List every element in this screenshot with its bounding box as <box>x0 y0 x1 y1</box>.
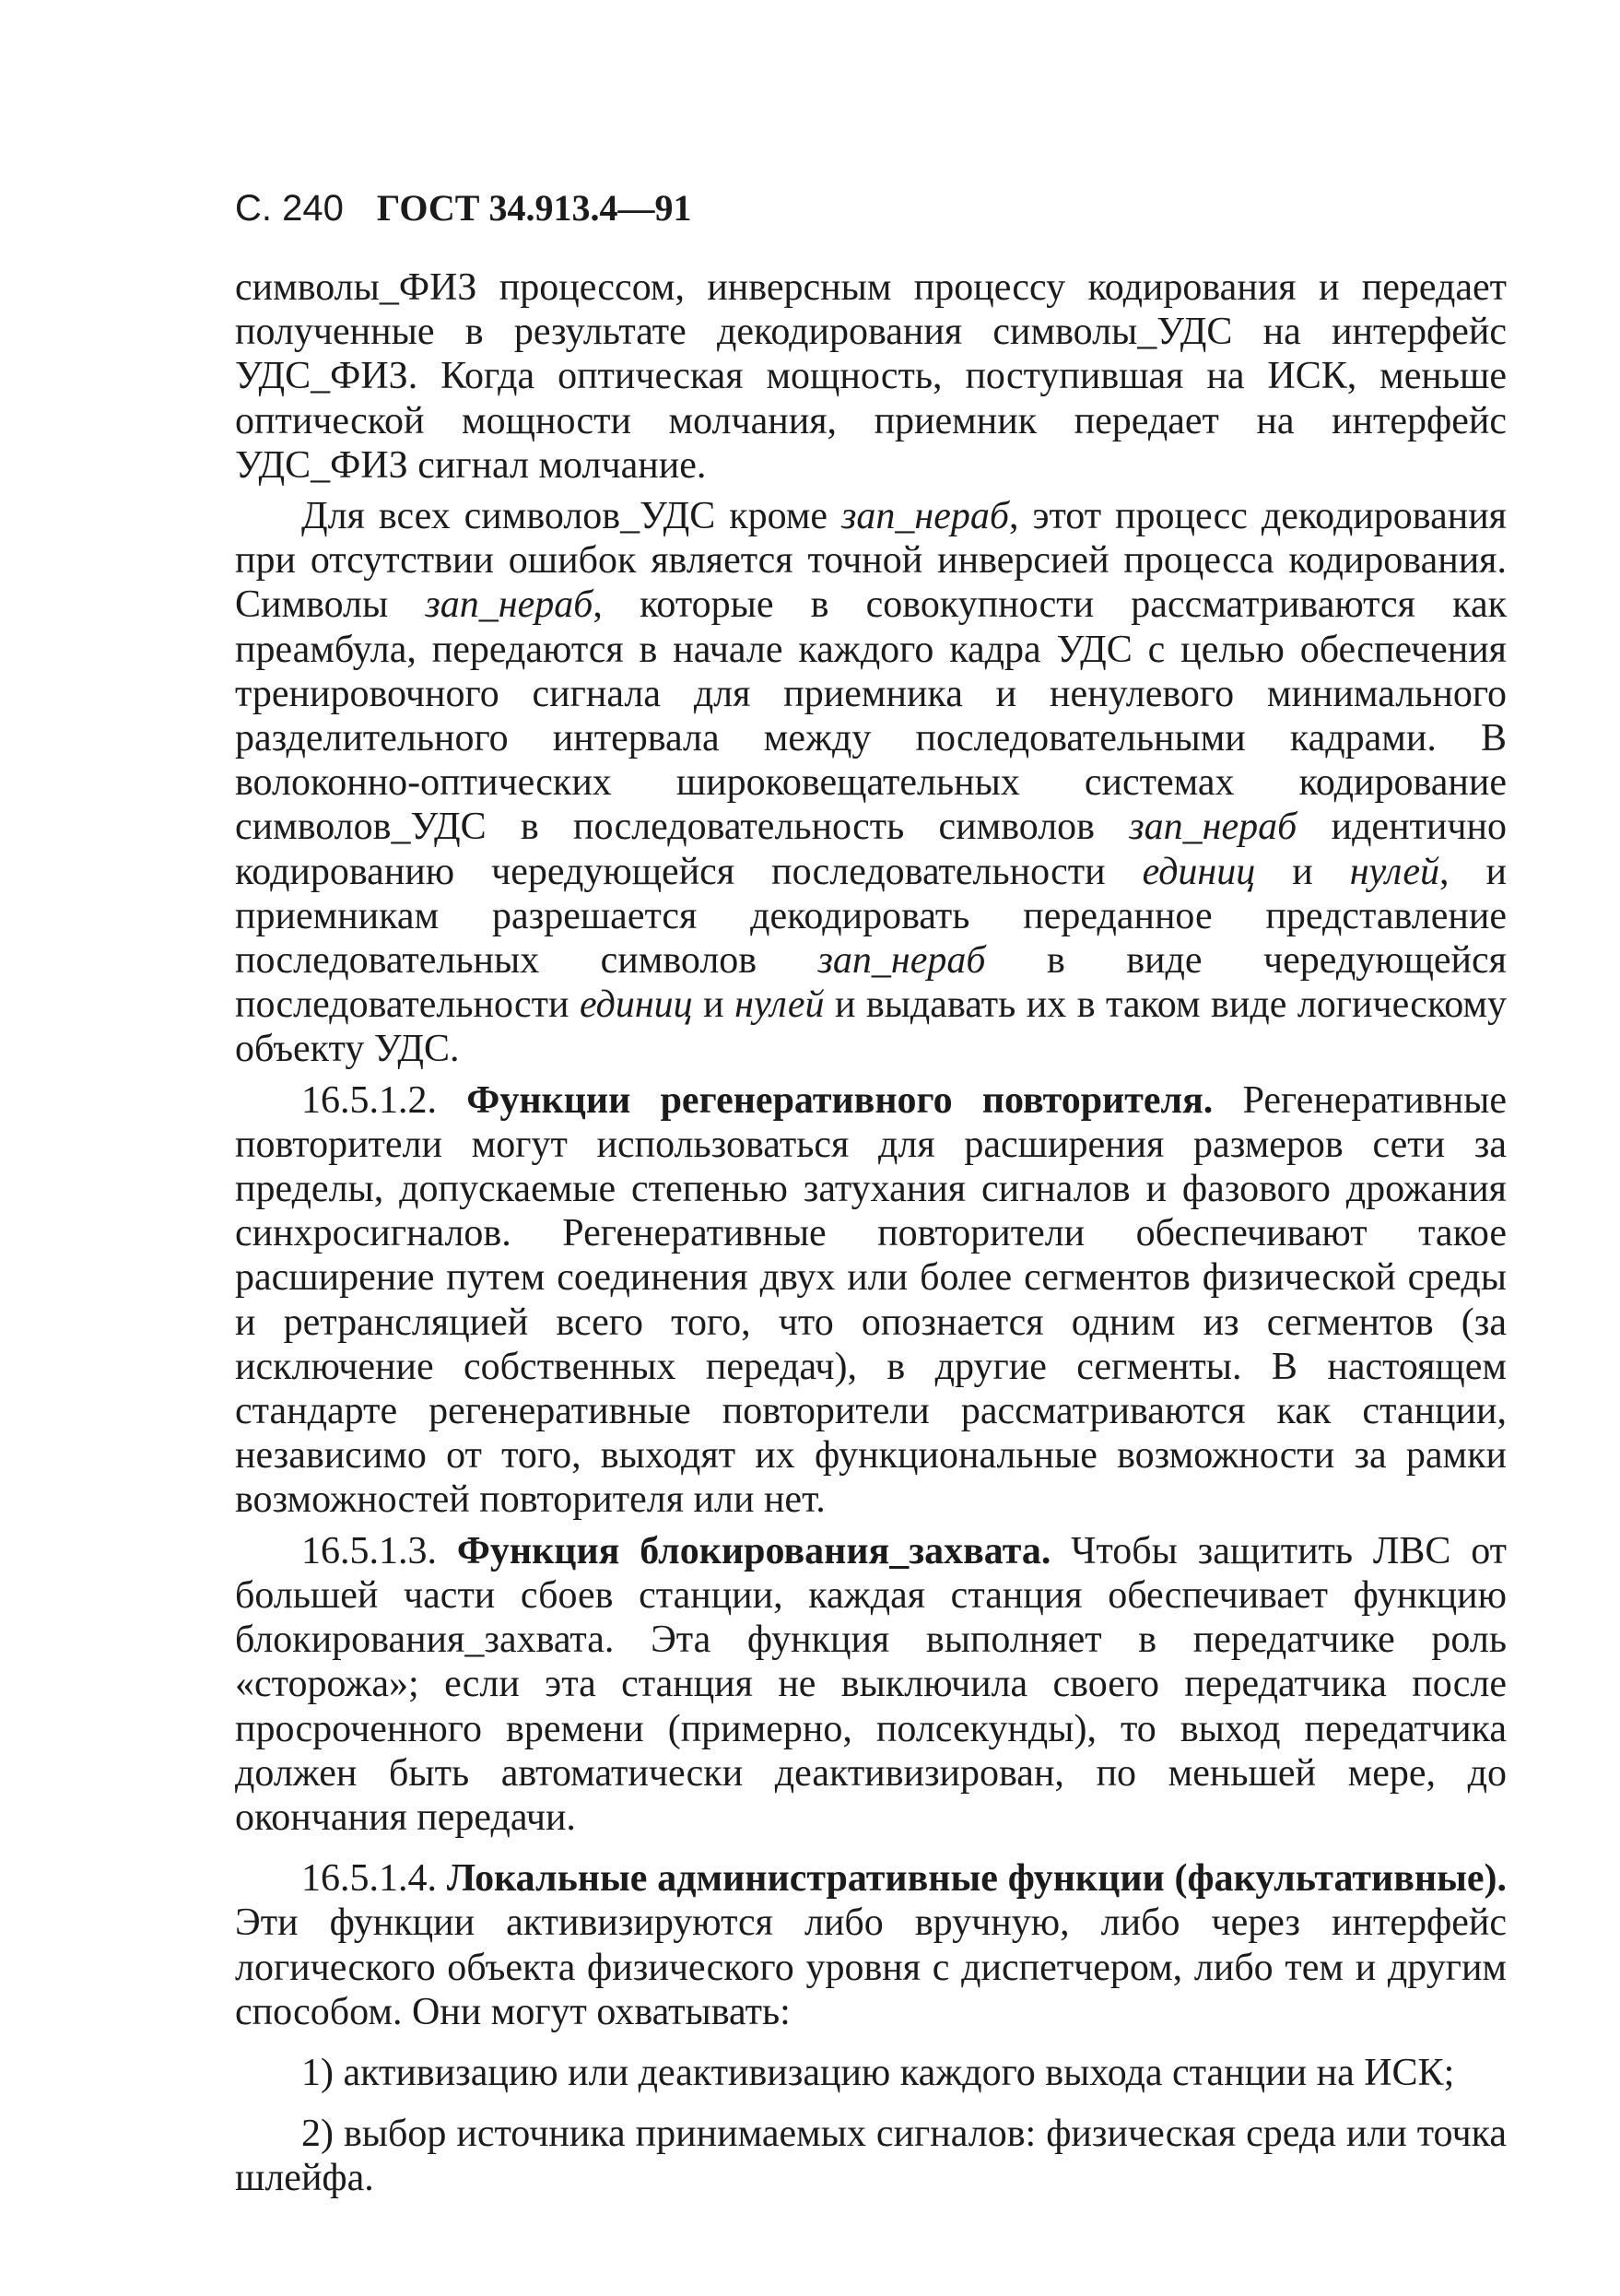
body-text <box>235 265 1507 2208</box>
paragraph-continuation: символы_ФИЗ процессом, инверсным процессу кодирования и передает полученные в результате декодирования символы_УДС на интерфейс УДС_ФИЗ. Когда оптическая мощность, поступившая на ИСК, меньше оптической мощности молчания, приемник передает на интерфейс УДС_ФИЗ сигнал молчание. <box>235 266 1507 487</box>
section-title: Локальные административные функции (факультативные). <box>446 1857 1508 1901</box>
section-number: 16.5.1.2. <box>301 1078 467 1122</box>
section-title: Функции регенеративного повторителя. <box>466 1078 1214 1122</box>
list-item: 2) выбор источника принимаемых сигналов: физическая среда или точка шлейфа. <box>235 2113 1507 2200</box>
section-text: Эти функции активизируются либо вручную, либо через интерфейс логического объекта физического уровня с диспетчером, либо тем и другим способом. Они могут охватывать: <box>235 1902 1507 2033</box>
page-number: С. 240 <box>235 188 344 229</box>
paragraph-decoding: Для всех символов_УДС кроме зап_нераб, этот процесс декодирования при отсутствии ошибок является точной инверсией процесса кодирования. Символы зап_нераб, которые в совокупности рассматриваются как преамбула, передаются в начале каждого кадра УДС с целью обеспечения тренировочного сигнала для приемника и ненулевого минимального разделительного интервала между последовательными кадрами. В волоконно-оптических широковещательных системах кодирование символов_УДС в последовательность символов зап_нераб идентично кодированию чередующейся последовательности единиц и нулей, и приемникам разрешается декодировать переданное представление последовательных символов зап_нераб в виде чередующейся последовательности единиц и нулей и выдавать их в таком виде логическому объекту УДС. <box>235 495 1507 1071</box>
section-title: Функция блокирования_захвата. <box>456 1529 1051 1572</box>
section-number: 16.5.1.4. <box>301 1857 447 1901</box>
section-16-5-1-3 <box>235 1529 1507 1840</box>
list-item: 1) активизацию или деактивизацию каждого выхода станции на ИСК; <box>301 2051 1455 2094</box>
section-text: Чтобы защитить ЛВС от большей части сбоев станции, каждая станция обеспечивает функцию блокирования_захвата. Эта функция выполняет в передатчике роль «сторожа»; если эта станция не выключила своего передатчика после просроченного времени (примерно, полсекунды), то выход передатчика должен быть автоматически деактивизирован, по меньшей мере, до окончания передачи. <box>235 1529 1508 1839</box>
section-text: Регенеративные повторители могут использоваться для расширения размеров сети за пределы, допускаемые степенью затухания сигналов и фазового дрожания синхросигналов. Регенеративные повторители обеспечивают такое расширение путем соединения двух или более сегментов физической среды и ретрансляцией всего того, что опознается одним из сегментов (за исключение собственных передач), в другие сегменты. В настоящем стандарте регенеративные повторители рассматриваются как станции, независимо от того, выходят их функциональные возможности за рамки возможностей повторителя или нет. <box>235 1078 1507 1522</box>
standard-number: ГОСТ 34.913.4—91 <box>376 187 692 229</box>
page-header <box>235 186 691 230</box>
section-number: 16.5.1.3. <box>301 1529 457 1572</box>
section-16-5-1-4 <box>235 1856 1507 2034</box>
section-16-5-1-2 <box>235 1078 1507 1523</box>
